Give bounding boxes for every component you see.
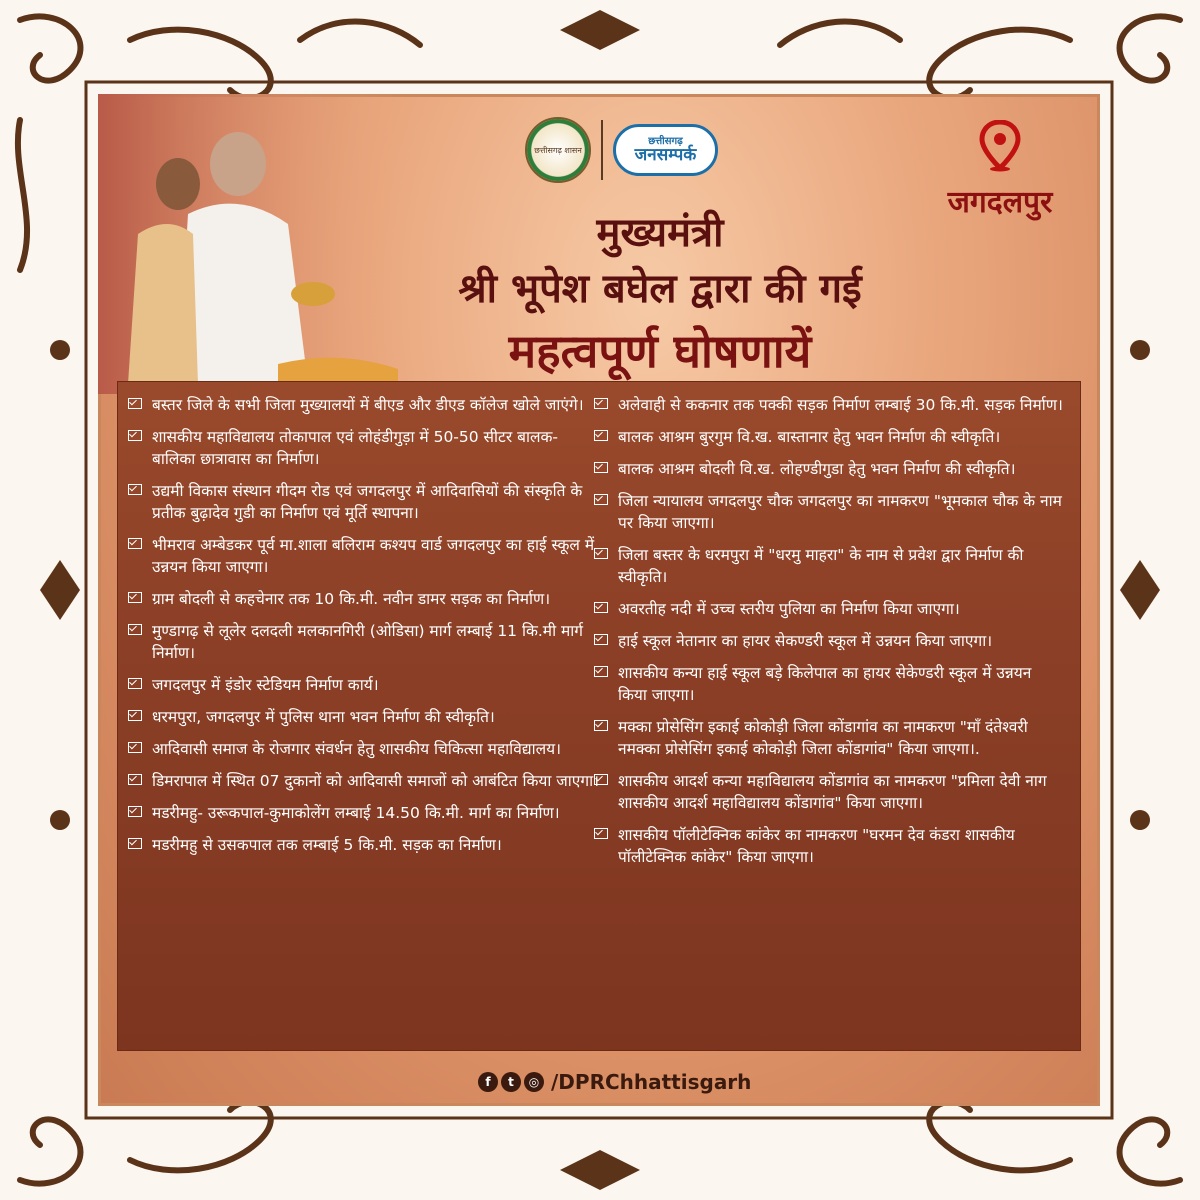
item-text: शासकीय महाविद्यालय तोकापाल एवं लोहंडीगुड़ा में 50-50 सीटर बालक-बालिका छात्रावास का निर्माण। <box>152 428 558 468</box>
item-text: ग्राम बोदली से कहचेनार तक 10 कि.मी. नवीन डामर सड़क का निर्माण। <box>152 590 551 608</box>
item-text: बस्तर जिले के सभी जिला मुख्यालयों में बीएड और डीएड कॉलेज खोले जाएंगे। <box>152 396 584 414</box>
list-item <box>128 834 600 856</box>
list-item <box>594 824 1064 868</box>
twitter-icon[interactable]: t <box>501 1072 521 1092</box>
list-item <box>128 394 600 416</box>
instagram-icon[interactable]: ◎ <box>524 1072 544 1092</box>
item-text: भीमराव अम्बेडकर पूर्व मा.शाला बलिराम कश्यप वार्ड जगदलपुर का हाई स्कूल में उन्नयन किया जाएगा। <box>152 536 595 576</box>
list-item <box>128 674 600 696</box>
item-text: मडरीमहु- उरूकपाल-कुमाकोलेंग लम्बाई 14.50 कि.मी. मार्ग का निर्माण। <box>152 804 560 822</box>
checkbox-icon <box>594 634 608 645</box>
checkbox-icon <box>128 838 142 849</box>
jansampark-small-text: छत्तीसगढ़ <box>648 135 683 147</box>
emblem-text: छत्तीसगढ़ शासन <box>534 145 582 155</box>
checkbox-icon <box>594 398 608 409</box>
checkbox-icon <box>594 548 608 559</box>
list-item <box>594 426 1064 448</box>
list-item <box>594 544 1064 588</box>
checkbox-icon <box>128 624 142 635</box>
item-text: मक्का प्रोसेसिंग इकाई कोकोड़ी जिला कोंडागांव का नामकरण "माँ दंतेश्वरी नमक्का प्रोसेसिंग इकाई कोकोड़ी जिला कोंडागांव" किया जाएगा।. <box>618 718 1028 758</box>
left-column <box>128 394 600 866</box>
checkbox-icon <box>128 678 142 689</box>
item-text: शासकीय आदर्श कन्या महाविद्यालय कोंडागांव का नामकरण "प्रमिला देवी नाग शासकीय आदर्श महाविद्यालय कोंडागांव" किया जाएगा। <box>618 772 1047 812</box>
title-line-3: महत्वपूर्ण घोषणायें <box>508 324 812 378</box>
checkbox-icon <box>594 774 608 785</box>
list-item <box>128 770 600 792</box>
item-text: जिला न्यायालय जगदलपुर चौक जगदलपुर का नामकरण "भूमकाल चौक के नाम पर किया जाएगा। <box>618 492 1062 532</box>
checkbox-icon <box>128 742 142 753</box>
location-pin-icon <box>978 120 1022 172</box>
list-item <box>594 716 1064 760</box>
checkbox-icon <box>128 484 142 495</box>
item-text: अवरतीह नदी में उच्च स्तरीय पुलिया का निर्माण किया जाएगा। <box>618 600 960 618</box>
list-item <box>128 534 600 578</box>
checkbox-icon <box>594 462 608 473</box>
item-text: शासकीय पॉलीटेक्निक कांकेर का नामकरण "घरमन देव कंडरा शासकीय पॉलीटेक्निक कांकेर" किया जाएगा। <box>618 826 1015 866</box>
item-text: डिमरापाल में स्थित 07 दुकानों को आदिवासी समाजों को आबंटित किया जाएगा। <box>152 772 599 790</box>
list-item <box>594 630 1064 652</box>
checkbox-icon <box>128 430 142 441</box>
list-item <box>594 598 1064 620</box>
item-text: मडरीमहु से उसकपाल तक लम्बाई 5 कि.मी. सड़क का निर्माण। <box>152 836 502 854</box>
checkbox-icon <box>128 398 142 409</box>
item-text: अलेवाही से ककनार तक पक्की सड़क निर्माण लम्बाई 30 कि.मी. सड़क निर्माण। <box>618 396 1063 414</box>
checkbox-icon <box>594 430 608 441</box>
list-item <box>128 802 600 824</box>
list-item <box>128 738 600 760</box>
list-item <box>594 394 1064 416</box>
list-item <box>594 490 1064 534</box>
list-item <box>128 620 600 664</box>
jansampark-big-text: जनसम्पर्क <box>634 144 697 165</box>
checkbox-icon <box>594 720 608 731</box>
list-item <box>128 426 600 470</box>
list-item <box>594 458 1064 480</box>
list-item <box>594 662 1064 706</box>
checkbox-icon <box>128 592 142 603</box>
title-block <box>400 205 920 385</box>
item-text: उद्यमी विकास संस्थान गीदम रोड एवं जगदलपुर में आदिवासियों की संस्कृति के प्रतीक बुढ़ादेव गुडी का निर्माण एवं मूर्ति स्थापना। <box>152 482 583 522</box>
announcement-list-panel <box>118 382 1080 1050</box>
jansampark-logo <box>613 124 718 176</box>
checkbox-icon <box>594 602 608 613</box>
location-block <box>920 120 1080 221</box>
item-text: शासकीय कन्या हाई स्कूल बड़े किलेपाल का हायर सेकेण्डरी स्कूल में उन्नयन किया जाएगा। <box>618 664 1032 704</box>
item-text: बालक आश्रम बुरगुम वि.ख. बास्तानार हेतु भवन निर्माण की स्वीकृति। <box>618 428 1001 446</box>
social-footer <box>478 1068 751 1096</box>
checkbox-icon <box>128 806 142 817</box>
logo-group <box>525 112 725 188</box>
social-handle[interactable]: /DPRChhattisgarh <box>551 1070 752 1094</box>
chhattisgarh-emblem <box>525 117 591 183</box>
location-name: जगदलपुर <box>947 185 1053 220</box>
facebook-icon[interactable]: f <box>478 1072 498 1092</box>
checkbox-icon <box>128 538 142 549</box>
checkbox-icon <box>594 666 608 677</box>
checkbox-icon <box>594 828 608 839</box>
item-text: जिला बस्तर के धरमपुरा में "धरमु माहरा" के नाम से प्रवेश द्वार निर्माण की स्वीकृति। <box>618 546 1024 586</box>
checkbox-icon <box>594 494 608 505</box>
list-item <box>128 480 600 524</box>
item-text: जगदलपुर में इंडोर स्टेडियम निर्माण कार्य। <box>152 676 379 694</box>
item-text: बालक आश्रम बोदली वि.ख. लोहण्डीगुडा हेतु भवन निर्माण की स्वीकृति। <box>618 460 1016 478</box>
right-column <box>594 394 1064 878</box>
list-item <box>594 770 1064 814</box>
list-item <box>128 588 600 610</box>
logo-divider <box>601 120 603 180</box>
title-line-1: मुख्यमंत्री <box>596 210 724 256</box>
item-text: धरमपुरा, जगदलपुर में पुलिस थाना भवन निर्माण की स्वीकृति। <box>152 708 495 726</box>
item-text: हाई स्कूल नेतानार का हायर सेकण्डरी स्कूल में उन्नयन किया जाएगा। <box>618 632 993 650</box>
checkbox-icon <box>128 774 142 785</box>
list-item <box>128 706 600 728</box>
chief-minister-photo <box>98 94 398 394</box>
checkbox-icon <box>128 710 142 721</box>
title-line-2: श्री भूपेश बघेल द्वारा की गई <box>458 266 862 312</box>
item-text: आदिवासी समाज के रोजगार संवर्धन हेतु शासकीय चिकित्सा महाविद्यालय। <box>152 740 561 758</box>
item-text: मुण्डागढ़ से लूलेर दलदली मलकानगिरी (ओडिसा) मार्ग लम्बाई 11 कि.मी मार्ग निर्माण। <box>152 622 584 662</box>
